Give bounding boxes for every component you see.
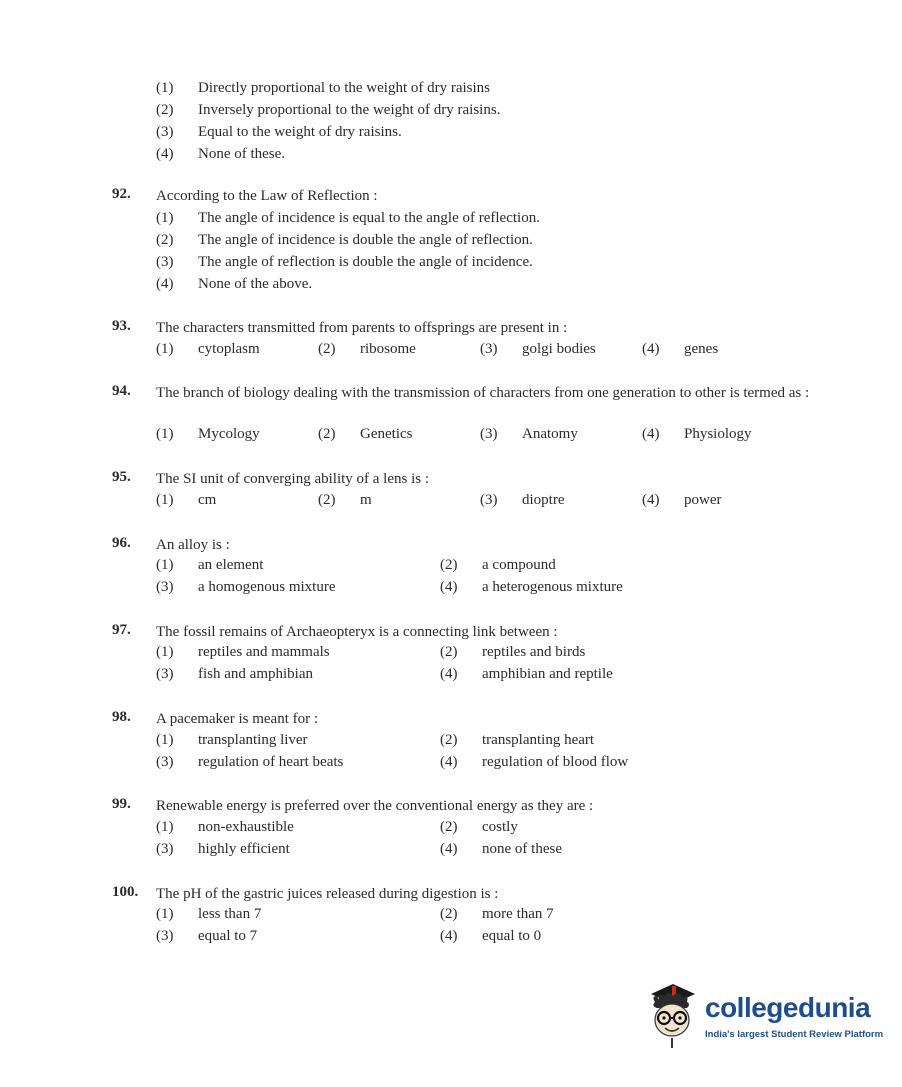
option-4: (4) equal to 0 bbox=[440, 928, 542, 944]
option-2: (2) Genetics bbox=[318, 426, 413, 442]
question-text: The characters transmitted from parents to offsprings are present in : bbox=[156, 320, 568, 336]
option-2: (2) The angle of incidence is double the angle of reflection. bbox=[156, 232, 533, 248]
question-number: 93. bbox=[112, 318, 131, 334]
logo-tagline: India's largest Student Review Platform bbox=[705, 1029, 884, 1040]
option-4: (4) amphibian and reptile bbox=[440, 666, 613, 682]
option-3: (3) a homogenous mixture bbox=[156, 579, 336, 595]
student-mascot-icon bbox=[643, 982, 701, 1050]
question-text: An alloy is : bbox=[156, 537, 230, 553]
question-number: 98. bbox=[112, 709, 131, 725]
collegedunia-logo bbox=[643, 982, 884, 1052]
question-number: 94. bbox=[112, 383, 131, 399]
option-1: (1) non-exhaustible bbox=[156, 819, 294, 835]
option-2: (2) costly bbox=[440, 819, 518, 835]
question-number: 99. bbox=[112, 796, 131, 812]
option-4: (4) a heterogenous mixture bbox=[440, 579, 623, 595]
question-number: 97. bbox=[112, 622, 131, 638]
option-1: (1) Directly proportional to the weight of dry raisins bbox=[156, 80, 491, 96]
option-3: (3) highly efficient bbox=[156, 841, 290, 857]
option-4: (4) none of these bbox=[440, 841, 562, 857]
option-2: (2) a compound bbox=[440, 557, 556, 573]
question-text: The fossil remains of Archaeopteryx is a connecting link between : bbox=[156, 624, 558, 640]
question-text: A pacemaker is meant for : bbox=[156, 711, 319, 727]
option-1: (1) reptiles and mammals bbox=[156, 644, 330, 660]
question-number: 95. bbox=[112, 469, 131, 485]
option-1: (1) less than 7 bbox=[156, 906, 262, 922]
question-text: The pH of the gastric juices released during digestion is : bbox=[156, 886, 499, 902]
option-2: (2) reptiles and birds bbox=[440, 644, 586, 660]
option-2: (2) Inversely proportional to the weight of dry raisins. bbox=[156, 102, 501, 118]
option-1: (1) Mycology bbox=[156, 426, 260, 442]
option-3: (3) golgi bodies bbox=[480, 341, 596, 357]
option-2: (2) m bbox=[318, 492, 372, 508]
option-4: (4) power bbox=[642, 492, 722, 508]
question-text: Renewable energy is preferred over the conventional energy as they are : bbox=[156, 798, 594, 814]
question-number: 92. bbox=[112, 186, 131, 202]
option-4: (4) regulation of blood flow bbox=[440, 754, 629, 770]
option-3: (3) regulation of heart beats bbox=[156, 754, 344, 770]
question-text: According to the Law of Reflection : bbox=[156, 188, 378, 204]
option-2: (2) ribosome bbox=[318, 341, 416, 357]
option-3: (3) dioptre bbox=[480, 492, 565, 508]
option-4: (4) None of these. bbox=[156, 146, 286, 162]
question-number: 100. bbox=[112, 884, 139, 900]
option-3: (3) Equal to the weight of dry raisins. bbox=[156, 124, 402, 140]
option-3: (3) equal to 7 bbox=[156, 928, 258, 944]
option-4: (4) None of the above. bbox=[156, 276, 313, 292]
option-2: (2) more than 7 bbox=[440, 906, 554, 922]
option-3: (3) Anatomy bbox=[480, 426, 578, 442]
option-3: (3) The angle of reflection is double the angle of incidence. bbox=[156, 254, 533, 270]
question-text: The branch of biology dealing with the transmission of characters from one generation to other is termed as : bbox=[156, 385, 810, 401]
option-1: (1) transplanting liver bbox=[156, 732, 308, 748]
logo-wordmark: collegedunia bbox=[705, 992, 871, 1023]
question-number: 96. bbox=[112, 535, 131, 551]
option-1: (1) an element bbox=[156, 557, 264, 573]
option-1: (1) cm bbox=[156, 492, 217, 508]
option-1: (1) The angle of incidence is equal to the angle of reflection. bbox=[156, 210, 540, 226]
option-4: (4) genes bbox=[642, 341, 719, 357]
question-text: The SI unit of converging ability of a lens is : bbox=[156, 471, 430, 487]
option-4: (4) Physiology bbox=[642, 426, 752, 442]
option-1: (1) cytoplasm bbox=[156, 341, 260, 357]
option-3: (3) fish and amphibian bbox=[156, 666, 313, 682]
option-2: (2) transplanting heart bbox=[440, 732, 595, 748]
